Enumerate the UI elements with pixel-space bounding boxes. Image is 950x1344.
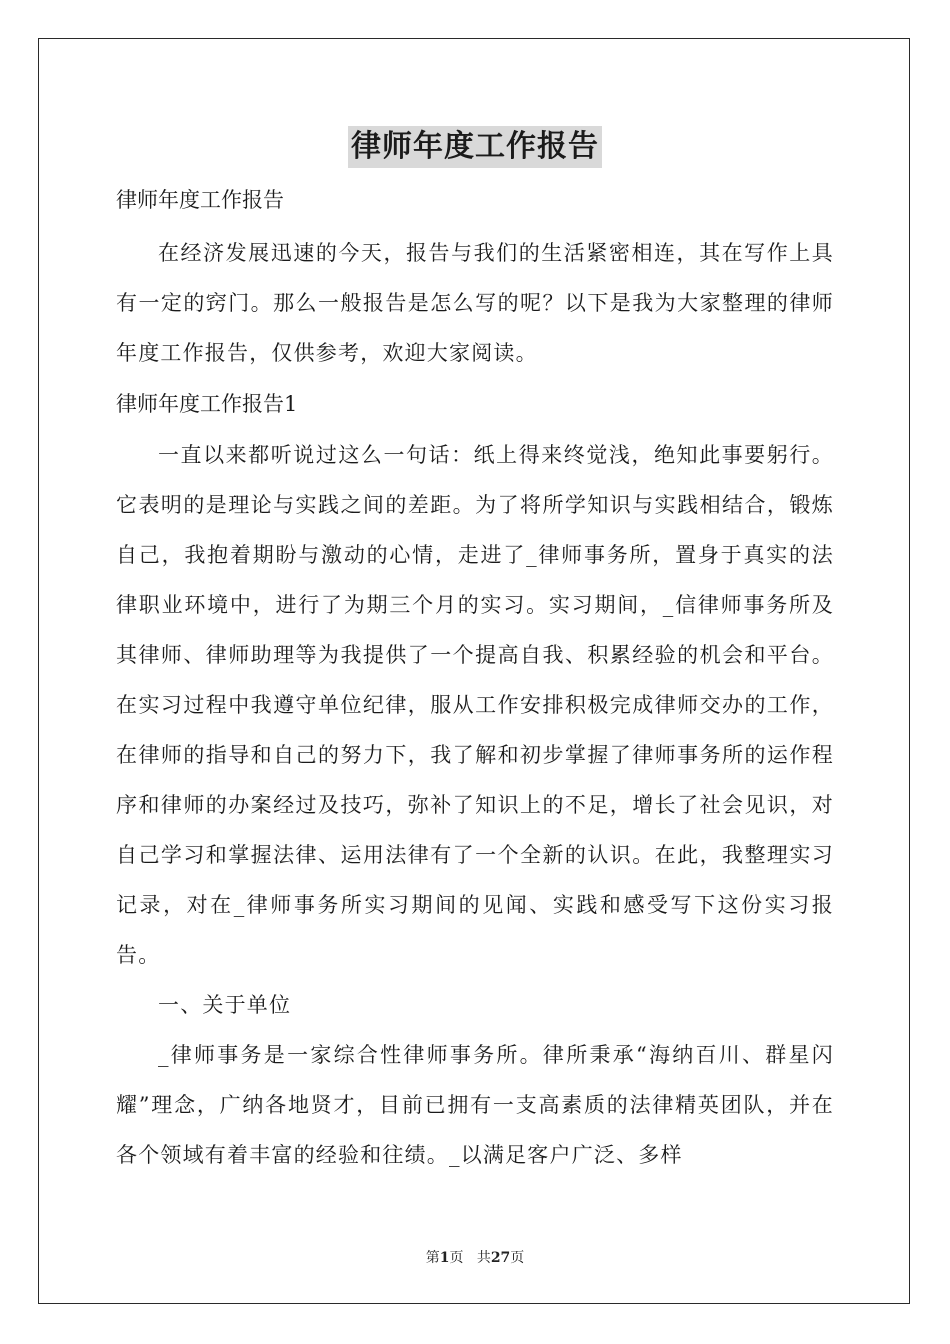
page-prefix: 第 (425, 1250, 440, 1266)
page-number: 1 (439, 1250, 450, 1266)
total-pages: 27 (490, 1250, 511, 1266)
section-heading: 律师年度工作报告1 (116, 392, 298, 416)
total-suffix: 页 (510, 1250, 525, 1266)
subsection-paragraph: _律师事务是一家综合性律师事务所。律所秉承“海纳百川、群星闪耀”理念，广纳各地贤才，目前已拥有一支高素质的法律精英团队，并在各个领域有着丰富的经验和往绩。_以满足客户广泛、多样 (116, 1043, 834, 1167)
page-suffix: 页 (449, 1250, 464, 1266)
document-body (116, 176, 834, 1180)
total-prefix: 共 (476, 1250, 491, 1266)
intro-paragraph: 在经济发展迅速的今天，报告与我们的生活紧密相连，其在写作上具有一定的窍门。那么一般报告是怎么写的呢？以下是我为大家整理的律师年度工作报告，仅供参考，欢迎大家阅读。 (116, 241, 834, 365)
title-container (0, 126, 950, 168)
page-footer (0, 1247, 950, 1267)
subsection-heading: 一、关于单位 (158, 993, 292, 1017)
subtitle: 律师年度工作报告 (116, 188, 284, 212)
section-paragraph: 一直以来都听说过这么一句话：纸上得来终觉浅，绝知此事要躬行。它表明的是理论与实践之间的差距。为了将所学知识与实践相结合，锻炼自己，我抱着期盼与激动的心情，走进了_律师事务所，置身于真实的法律职业环境中，进行了为期三个月的实习。实习期间，_信律师事务所及其律师、律师助理等为我提供了一个提高自我、积累经验的机会和平台。在实习过程中我遵守单位纪律，服从工作安排积极完成律师交办的工作，在律师的指导和自己的努力下，我了解和初步掌握了律师事务所的运作程序和律师的办案经过及技巧，弥补了知识上的不足，增长了社会见识，对自己学习和掌握法律、运用法律有了一个全新的认识。在此，我整理实习记录，对在_律师事务所实习期间的见闻、实践和感受写下这份实习报告。 (116, 443, 834, 967)
document-title: 律师年度工作报告 (348, 126, 602, 168)
